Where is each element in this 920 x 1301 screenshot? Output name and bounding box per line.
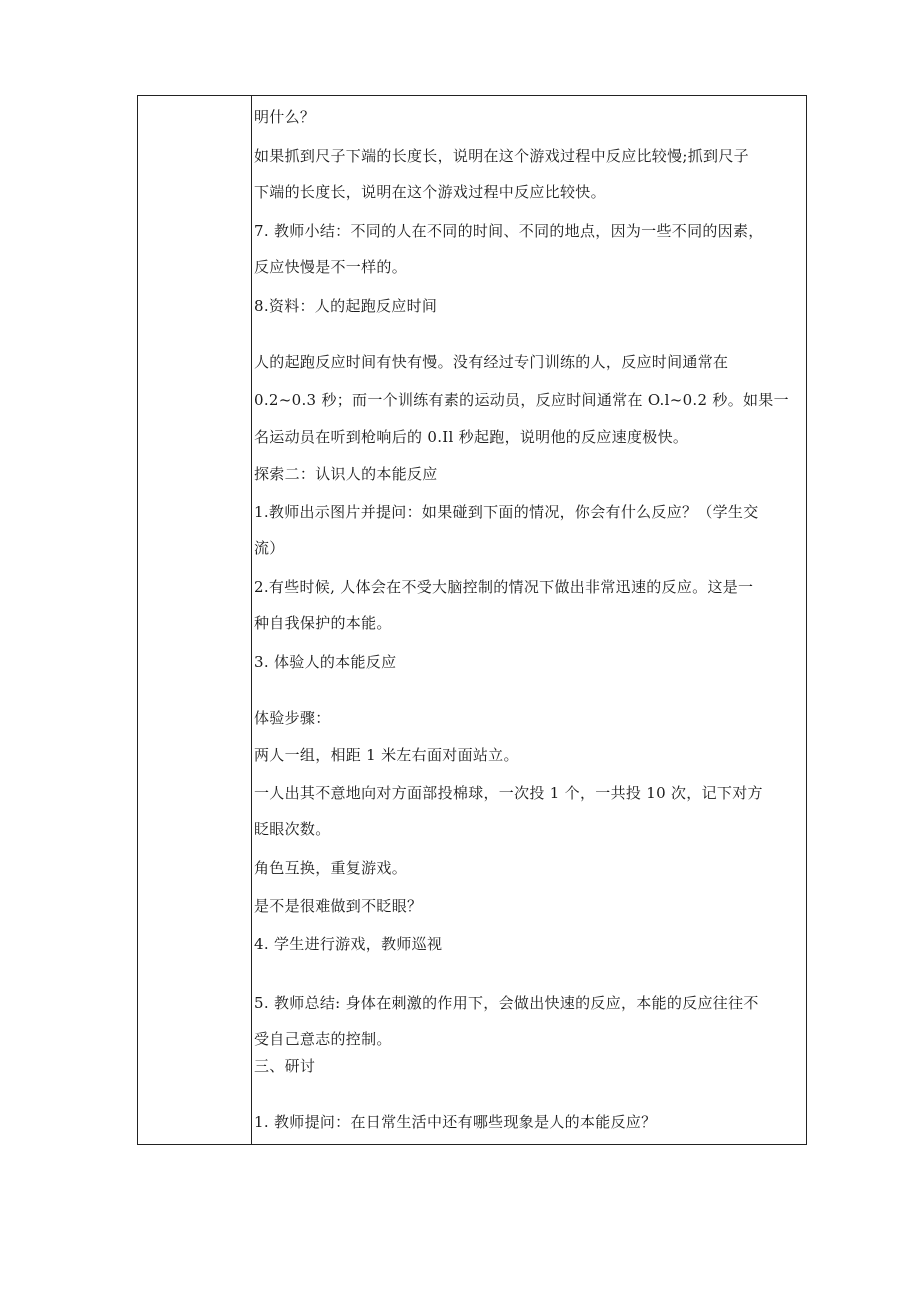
text-line: 4. 学生进行游戏，教师巡视 <box>254 935 443 953</box>
lesson-table <box>137 95 807 1145</box>
text-line: 体验步骤： <box>254 709 331 727</box>
text-line: 一人出其不意地向对方面部投棉球，一次投 1 个，一共投 10 次，记下对方 <box>254 784 763 802</box>
text-line: 5. 教师总结: 身体在刺激的作用下，会做出快速的反应，本能的反应往往不 <box>254 994 759 1012</box>
text-line: 受自己意志的控制。 <box>254 1030 392 1048</box>
left-column-cell <box>138 96 251 1144</box>
text-line: 两人一组，相距 1 米左右面对面站立。 <box>254 746 519 764</box>
text-line: 是不是很难做到不眨眼？ <box>254 897 423 915</box>
text-line: 探索二：认识人的本能反应 <box>254 465 438 483</box>
text-line: 明什么？ <box>254 108 316 126</box>
text-line: 角色互换，重复游戏。 <box>254 859 408 877</box>
text-line: 种自我保护的本能。 <box>254 614 392 632</box>
text-line: 下端的长度长，说明在这个游戏过程中反应比较快。 <box>254 183 606 201</box>
column-divider <box>251 96 252 1144</box>
text-line: 3. 体验人的本能反应 <box>254 653 397 671</box>
text-line: 流） <box>254 539 285 557</box>
text-line: 名运动员在听到枪响后的 0.Il 秒起跑，说明他的反应速度极快。 <box>254 428 689 446</box>
text-line: 1. 教师提问：在日常生活中还有哪些现象是人的本能反应？ <box>254 1113 657 1131</box>
text-line: 眨眼次数。 <box>254 820 331 838</box>
text-line: 2.有些时候, 人体会在不受大脑控制的情况下做出非常迅速的反应。这是一 <box>254 578 754 596</box>
text-line: 三、研讨 <box>254 1057 316 1075</box>
text-line: 反应快慢是不一样的。 <box>254 258 408 276</box>
text-line: 1.教师出示图片并提问：如果碰到下面的情况，你会有什么反应？（学生交 <box>254 503 759 521</box>
text-line: 如果抓到尺子下端的长度长，说明在这个游戏过程中反应比较慢;抓到尺子 <box>254 147 749 165</box>
text-line: 8.资料：人的起跑反应时间 <box>254 297 438 315</box>
text-line: 7. 教师小结：不同的人在不同的时间、不同的地点，因为一些不同的因素， <box>254 222 764 240</box>
text-line: 人的起跑反应时间有快有慢。没有经过专门训练的人，反应时间通常在 <box>254 353 729 371</box>
text-line: 0.2~0.3 秒；而一个训练有素的运动员，反应时间通常在 O.l~0.2 秒。如果一 <box>254 391 789 409</box>
